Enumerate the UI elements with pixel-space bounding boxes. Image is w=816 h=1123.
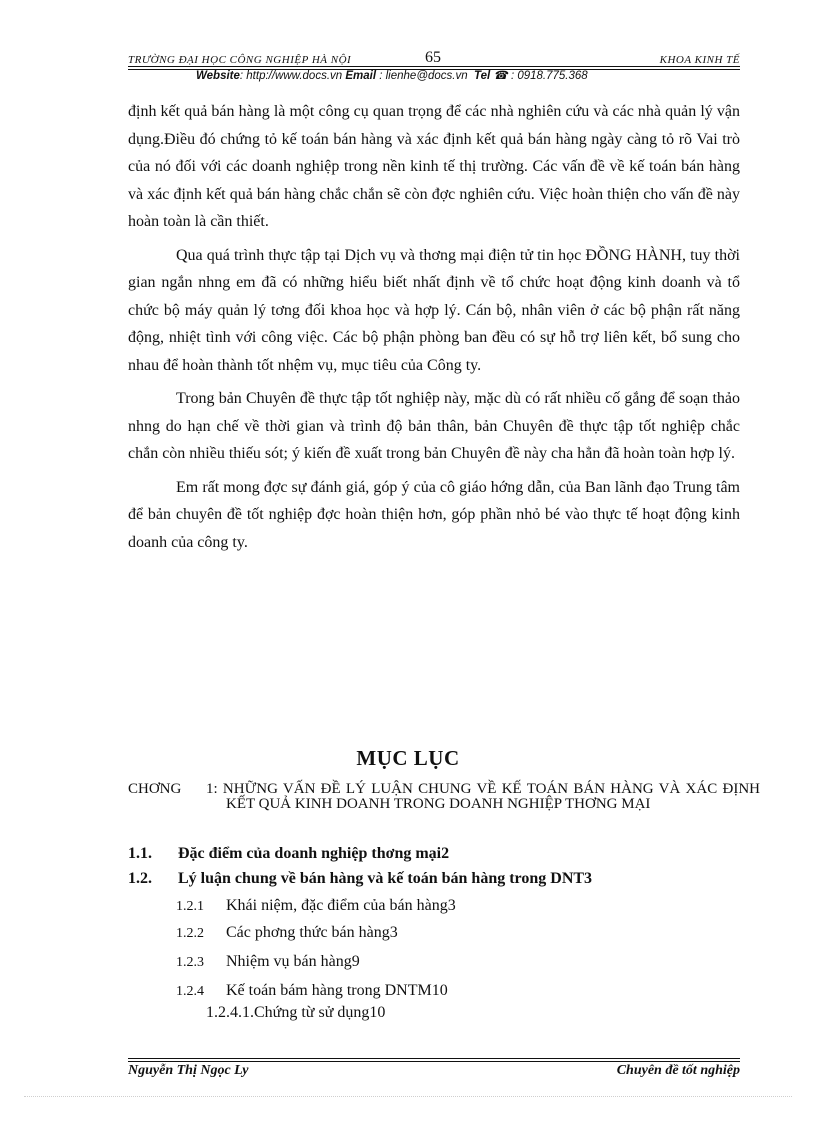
header-faculty: KHOA KINH TẾ [659,54,740,66]
toc-subsection-number: 1.2.4 [176,984,204,999]
toc-subsection-text: Khái niệm, đặc điểm của bán hàng3 [226,897,456,914]
toc-section[interactable] [128,845,449,863]
page-footer [128,1063,740,1077]
chapter-title: 1: NHỮNG VẤN ĐỀ LÝ LUẬN CHUNG VỀ KẾ TOÁN BÁN HÀNG VÀ XÁC ĐỊNH KẾT QUẢ KINH DOANH TRONG DOANH NGHIỆP THƠNG MẠI [206,781,760,812]
footer-rule [128,1058,740,1059]
toc-subsection-number: 1.2.3 [176,955,204,970]
toc-subsection[interactable] [176,897,456,915]
paragraph: Em rất mong đợc sự đánh giá, góp ý của cô giáo hớng dẫn, của Ban lãnh đạo Trung tâm để bản chuyên đề tốt nghiệp đợc hoàn thiện hơn, góp phần nhỏ bé vào thực tế hoạt động kinh doanh của công ty. [128,478,740,551]
header-school-name: TRƯỜNG ĐẠI HỌC CÔNG NGHIỆP HÀ NỘI [128,54,352,66]
toc-subsection-text: Nhiệm vụ bán hàng9 [226,953,360,970]
toc-subsection-number: 1.2.1 [176,899,204,914]
toc-title: MỤC LỤC [356,746,460,770]
footer-rule-double [128,1061,740,1062]
paragraph: định kết quả bán hàng là một công cụ quan trọng để các nhà nghiên cứu và các nhà quản lý vận dụng.Điều đó chứng tỏ kế toán bán hàng và xác định kết quả bán hàng ngày càng tỏ rõ Vai trò của nó đối với các doanh nghiệp trong nền kinh tế thị trường. Các vấn đề về kế toán bán hàng và xác định kết quả bán hàng chắc chắn sẽ còn đợc nghiên cứu. Việc hoàn thiện cho vấn đề này hoàn toàn là cần thiết. [128,103,740,230]
page-edge [24,1096,792,1097]
paragraph: Qua quá trình thực tập tại Dịch vụ và thơng mại điện tử tin học ĐỒNG HÀNH, tuy thời gian ngắn nhng em đã có những hiểu biết nhất định về tổ chức hoạt động kinh doanh và tổ chức bộ máy quản lý tơng đối khoa học và hợp lý. Cán bộ, nhân viên ở các bộ phận rất năng động, nhiệt tình với công việc. Các bộ phận phòng ban đều có sự hỗ trợ liên kết, bổ sung cho nhau để hoàn thành tốt nhệm vụ, mục tiêu của Công ty. [128,246,740,374]
website-label: Website [196,70,240,82]
toc-section-text: Đặc điểm của doanh nghiệp thơng mại2 [178,845,450,862]
toc-subsection[interactable] [176,953,360,971]
header-contact-line [196,68,588,82]
toc-section-number: 1.2. [128,870,152,887]
email-value[interactable]: : lienhe@docs.vn [376,70,468,82]
header-rule [128,66,740,67]
footer-author: Nguyễn Thị Ngọc Ly [128,1063,249,1077]
header-page-number: 65 [425,49,441,66]
toc-sub-subsection[interactable]: 1.2.4.1.Chứng từ sử dụng10 [206,1004,386,1021]
toc-section-number: 1.1. [128,845,152,862]
toc-subsection[interactable] [176,982,448,1000]
toc-subsection-number: 1.2.2 [176,926,204,941]
toc-subsection-text: Các phơng thức bán hàng3 [226,924,398,941]
footer-doc-type: Chuyên đề tốt nghiệp [616,1063,740,1077]
toc-section-text: Lý luận chung về bán hàng và kế toán bán hàng trong DNT3 [178,870,593,887]
email-label: Email [345,70,377,82]
paragraph: Trong bản Chuyên đề thực tập tốt nghiệp này, mặc dù có rất nhiều cố gắng để soạn thảo nhng do hạn chế về thời gian và trình độ bản thân, bản Chuyên đề thực tập tốt nghiệp chắc chắn còn nhiều thiếu sót; ý kiến đề xuất trong bản Chuyên đề này cha hẳn đã hoàn toàn hợp lý. [128,390,740,462]
page-header [128,50,740,84]
website-value[interactable]: : http://www.docs.vn [239,70,343,82]
chapter-label: CHƠNG [128,781,182,797]
body-text [128,98,740,562]
toc-subsection-text: Kế toán bám hàng trong DNTM10 [226,982,448,999]
tel-label: Tel [474,70,491,82]
toc-section[interactable] [128,870,592,888]
toc-subsection[interactable] [176,924,398,942]
tel-value: ☎ : 0918.775.368 [490,70,588,82]
